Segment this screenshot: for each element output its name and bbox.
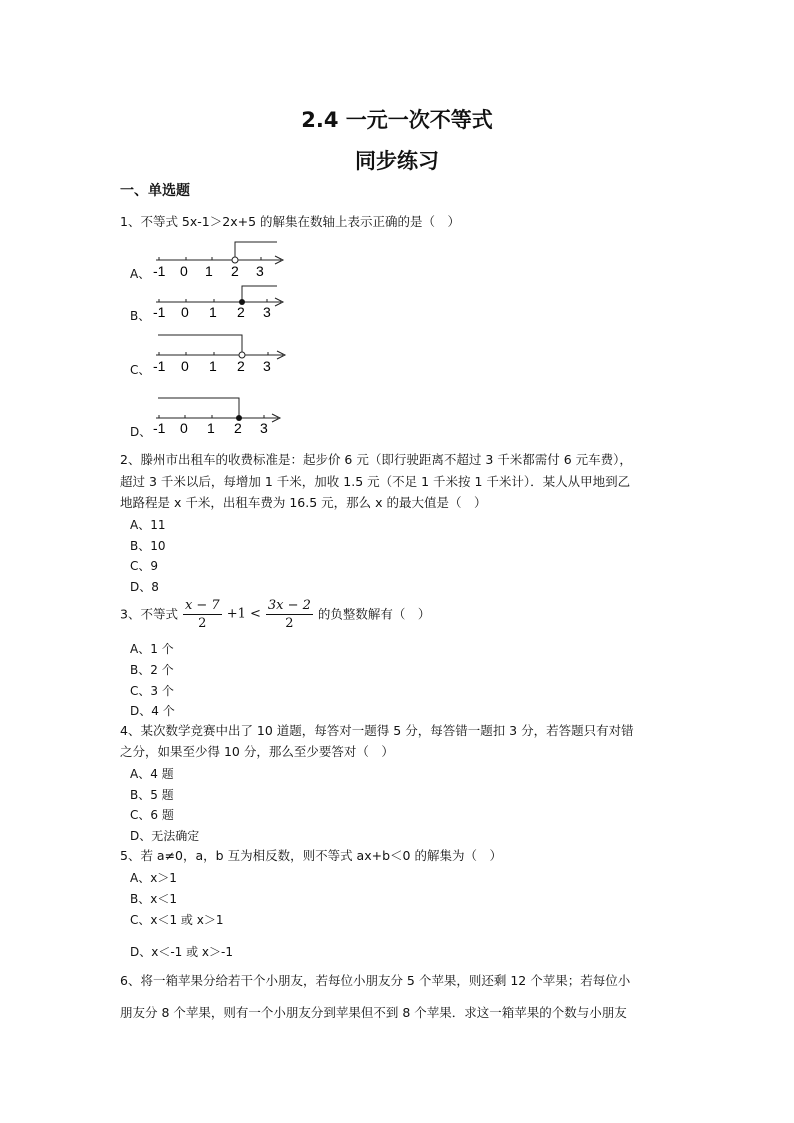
q2-option-a: A、11	[130, 518, 166, 532]
q1-option-d-label: D、	[130, 425, 152, 439]
tick-label: 2	[234, 420, 242, 436]
fraction-1-numerator: x − 7	[184, 598, 220, 613]
q3-option-a: A、1 个	[130, 642, 174, 656]
tick-label: -1	[153, 263, 166, 279]
tick-label: 0	[180, 263, 188, 279]
tick-label: 1	[209, 304, 217, 320]
tick-label: 0	[181, 304, 189, 320]
tick-label: 2	[237, 304, 245, 320]
q3-option-d: D、4 个	[130, 704, 175, 718]
tick-label: 0	[180, 420, 188, 436]
question-4-line-2: 之分，如果至少得 10 分，那么至少要答对（ ）	[120, 744, 394, 759]
q1-option-c-number-line	[150, 332, 290, 377]
q1-option-a-label: A、	[130, 267, 151, 281]
tick-label: 0	[181, 358, 189, 374]
tick-label: 1	[209, 358, 217, 374]
q4-option-a: A、4 题	[130, 767, 174, 781]
question-6-line-1: 6、将一箱苹果分给若干个小朋友，若每位小朋友分 5 个苹果，则还剩 12 个苹果；若每位小	[120, 973, 631, 988]
fraction-1	[183, 597, 222, 632]
tick-label: -1	[153, 420, 166, 436]
q1-option-b-label: B、	[130, 309, 151, 323]
q3-option-c: C、3 个	[130, 684, 174, 698]
question-3	[120, 596, 430, 633]
section-heading: 一、单选题	[120, 183, 190, 199]
q2-option-c: C、9	[130, 559, 159, 573]
question-3-suffix: 的负整数解有（ ）	[317, 606, 431, 622]
question-4-line-1: 4、某次数学竞赛中出了 10 道题，每答对一题得 5 分，每答错一题扣 3 分，若答题只有对错	[120, 723, 634, 738]
q2-option-b: B、10	[130, 539, 166, 553]
tick-label: 1	[205, 263, 213, 279]
question-2-line-3: 地路程是 x 千米，出租车费为 16.5 元，那么 x 的最大值是（ ）	[120, 495, 487, 510]
tick-label: 3	[260, 420, 268, 436]
tick-label: -1	[153, 304, 166, 320]
page-subtitle: 同步练习	[355, 149, 439, 173]
fraction-2	[266, 597, 313, 632]
q1-option-b-number-line	[150, 284, 290, 329]
q5-option-b: B、x＜1	[130, 892, 177, 906]
q1-option-d-number-line	[150, 394, 290, 439]
tick-label: 3	[263, 304, 271, 320]
question-2-line-2: 超过 3 千米以后，每增加 1 千米，加收 1.5 元（不足 1 千米按 1 千米计）．某人从甲地到乙	[120, 474, 631, 489]
question-5-text: 5、若 a≠0，a，b 互为相反数，则不等式 ax+b＜0 的解集为（ ）	[120, 848, 502, 863]
tick-label: 3	[263, 358, 271, 374]
q2-option-d: D、8	[130, 580, 159, 594]
tick-label: -1	[153, 358, 166, 374]
question-3-prefix: 3、不等式	[120, 606, 178, 622]
tick-label: 1	[207, 420, 215, 436]
q1-option-a-number-line	[150, 240, 290, 285]
q5-option-a: A、x＞1	[130, 871, 177, 885]
q5-option-d: D、x＜-1 或 x＞-1	[130, 945, 234, 959]
q5-option-c: C、x＜1 或 x＞1	[130, 913, 224, 927]
q4-option-b: B、5 题	[130, 788, 174, 802]
q3-option-b: B、2 个	[130, 663, 174, 677]
fraction-2-numerator: 3x − 2	[267, 598, 311, 613]
fraction-2-denominator: 2	[285, 616, 294, 631]
question-1-text: 1、不等式 5x-1＞2x+5 的解集在数轴上表示正确的是（ ）	[120, 214, 460, 229]
question-2-line-1: 2、滕州市出租车的收费标准是：起步价 6 元（即行驶距离不超过 3 千米都需付 6 元车费），	[120, 452, 632, 467]
tick-label: 2	[237, 358, 245, 374]
tick-label: 3	[256, 263, 264, 279]
page-title: 2.4 一元一次不等式	[301, 108, 493, 132]
q1-option-c-label: C、	[130, 363, 151, 377]
tick-label: 2	[231, 263, 239, 279]
question-6-line-2: 朋友分 8 个苹果，则有一个小朋友分到苹果但不到 8 个苹果．求这一箱苹果的个数与小朋友	[120, 1005, 627, 1020]
q4-option-c: C、6 题	[130, 808, 174, 822]
question-3-middle: +1 <	[226, 606, 261, 622]
fraction-1-denominator: 2	[198, 616, 207, 631]
q4-option-d: D、无法确定	[130, 829, 200, 843]
